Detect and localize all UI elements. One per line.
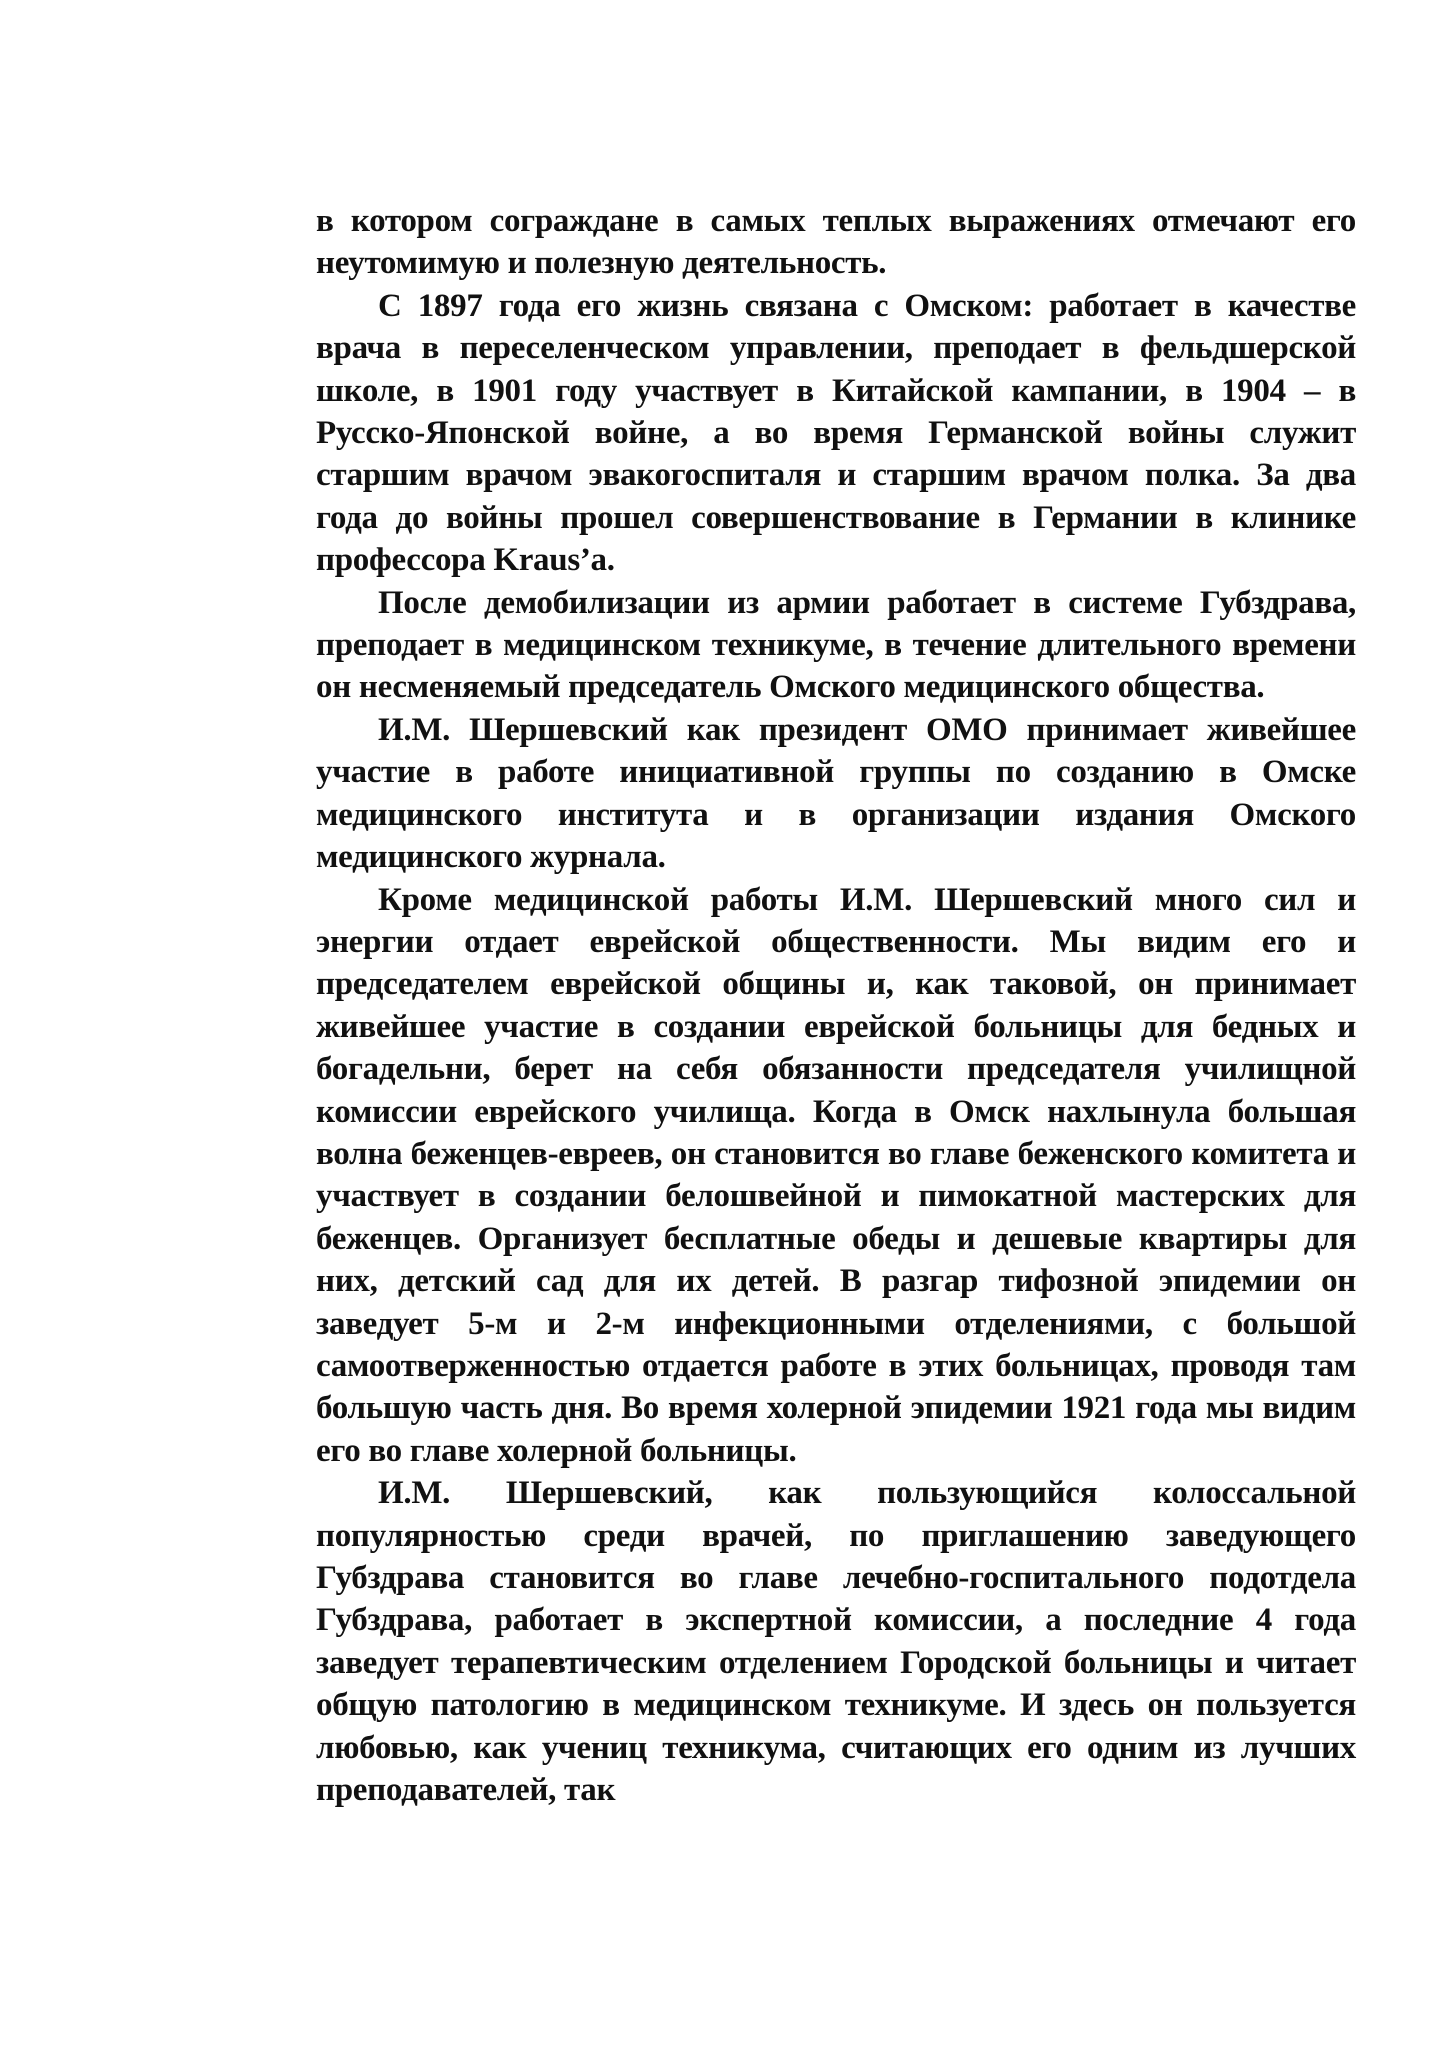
paragraph-jewish-community: Кроме медицинской работы И.М. Шершевский много сил и энергии отдает еврейской общественности. Мы видим его и председателем еврейской общины и, как таковой, он принимает живейшее участие в создании еврейской больницы для бедных и богадельни, берет на себя обязанности председателя училищной комиссии еврейского училища. Когда в Омск нахлынула большая волна беженцев-евреев, он становится во главе беженского комитета и участвует в создании белошвейной и пимокатной мастерских для беженцев. Организует бесплатные обеды и дешевые квартиры для них, детский сад для их детей. В разгар тифозной эпидемии он заведует 5-м и 2-м инфекционными отделениями, с большой самоотверженностью отдается работе в этих больницах, проводя там большую часть дня. Во время холерной эпидемии 1921 года мы видим его во главе холерной больницы. [316, 881, 1356, 1469]
paragraph-gubzdrav: И.М. Шершевский, как пользующийся колоссальной популярностью среди врачей, по приглашению заведующего Губздрава становится во главе лечебно-госпитального подотдела Губздрава, работает в экспертной комиссии, а последние 4 года заведует терапевтическим отделением Городской больницы и читает общую патологию в медицинском техникуме. И здесь он пользуется любовью, как учениц техникума, считающих его одним из лучших преподавателей, так [316, 1475, 1356, 1809]
paragraph-continuation: в котором сограждане в самых теплых выражениях отмечают его неутомимую и полезную деятельность. [316, 203, 1356, 282]
paragraph-omo-president: И.М. Шершевский как президент ОМО принимает живейшее участие в работе инициативной группы по созданию в Омске медицинского института и в организации издания Омского медицинского журнала. [316, 711, 1356, 876]
paragraph-demobilization: После демобилизации из армии работает в системе Губздрава, преподает в медицинском техникуме, в течение длительного времени он несменяемый председатель Омского медицинского общества. [316, 584, 1356, 706]
paragraph-omsk-career: С 1897 года его жизнь связана с Омском: работает в качестве врача в переселенческом управлении, преподает в фельдшерской школе, в 1901 году участвует в Китайской кампании, в 1904 – в Русско-Японской войне, а во время Германской войны служит старшим врачом эвакогоспиталя и старшим врачом полка. За два года до войны прошел совершенствование в Германии в клинике профессора Kraus’a. [316, 287, 1356, 579]
body-text [316, 200, 1356, 1811]
